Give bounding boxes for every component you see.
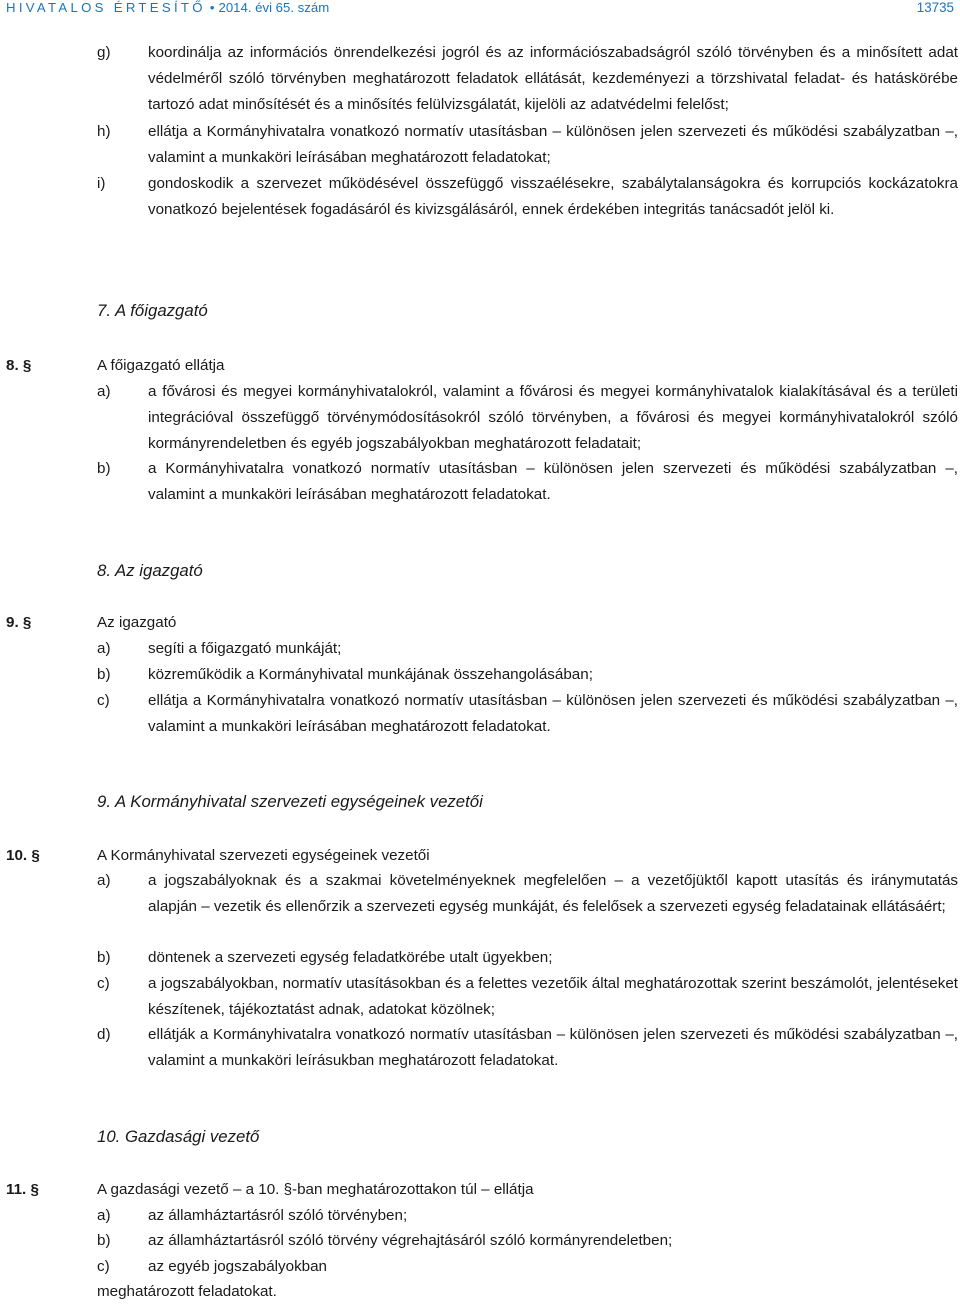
item-label: c) [97,692,110,709]
issue-label: 2014. évi 65. szám [218,0,330,15]
item-text: ellátja a Kormányhivatalra vonatkozó normatív utasításban – különösen jelen szervezeti és működési szabályzatban –, valamint a munkaköri leírásában meghatározott feladatokat; [148,123,958,166]
item-text: a jogszabályokban, normatív utasításokban és a felettes vezetőik által meghatározottak szerint beszámolót, jelentéseket készítenek, tájékoztatást adnak, adatokat közölnek; [148,975,958,1018]
item-text: döntenek a szervezeti egység feladatkörébe utalt ügyekben; [148,949,553,966]
paragraph-number: 11. § [6,1181,39,1198]
paragraph-intro: A gazdasági vezető – a 10. §-ban meghatározottakon túl – ellátja [97,1181,534,1198]
section-title: 8. Az igazgató [97,561,203,580]
item-label: b) [97,949,111,966]
running-header [6,0,329,15]
item-label: d) [97,1026,111,1043]
paragraph-number: 8. § [6,357,32,374]
journal-title: HIVATALOS ÉRTESÍTŐ [6,0,206,15]
item-text: az államháztartásról szóló törvény végrehajtásáról szóló kormányrendeletben; [148,1232,673,1249]
item-text: ellátják a Kormányhivatalra vonatkozó normatív utasításban – különösen jelen szervezeti és működési szabályzatban –, valamint a munkaköri leírásukban meghatározott feladatokat. [148,1026,958,1069]
item-text: koordinálja az információs önrendelkezési jogról és az információszabadságról szóló törvényben és a minősített adat védelméről szóló törvényben meghatározott feladatok ellátását, kezdeményezi a törzshivatal feladat- és hatáskörébe tartozó adat minősítését és a minősítés felülvizsgálatát, kijelöli az adatvédelmi felelőst; [148,44,958,113]
item-label: g) [97,44,111,61]
paragraph-intro: A főigazgató ellátja [97,357,225,374]
item-label: a) [97,640,111,657]
header-bullet: • [209,0,215,15]
item-text: a Kormányhivatalra vonatkozó normatív utasításban – különösen jelen szervezeti és működési szabályzatban –, valamint a munkaköri leírásában meghatározott feladatokat. [148,460,958,503]
section-title: 10. Gazdasági vezető [97,1127,260,1146]
paragraph-intro: Az igazgató [97,614,177,631]
item-label: c) [97,1258,110,1275]
item-label: a) [97,383,111,400]
item-label: h) [97,123,111,140]
closing-text: meghatározott feladatokat. [97,1283,277,1300]
item-label: b) [97,460,111,477]
paragraph-number: 9. § [6,614,32,631]
section-title: 7. A főigazgató [97,301,208,320]
item-text: az egyéb jogszabályokban [148,1258,328,1275]
item-label: i) [97,175,106,192]
section-title: 9. A Kormányhivatal szervezeti egységeinek vezetői [97,792,483,811]
item-label: b) [97,1232,111,1249]
page-number: 13735 [916,0,954,15]
item-label: a) [97,872,111,889]
paragraph-intro: A Kormányhivatal szervezeti egységeinek vezetői [97,847,430,864]
item-text: a jogszabályoknak és a szakmai követelményeknek megfelelően – a vezetőjüktől kapott utasítás és iránymutatás alapján – vezetik és ellenőrzik a szervezeti egység munkáját, és felelősek a szervezeti egység feladatainak ellátásáért; [148,872,958,915]
item-text: gondoskodik a szervezet működésével összefüggő visszaélésekre, szabálytalanságokra és korrupciós kockázatokra vonatkozó bejelentések fogadásáról és kivizsgálásáról, ennek érdekében integritás tanácsadót jelöl ki. [148,175,958,218]
item-label: b) [97,666,111,683]
item-text: ellátja a Kormányhivatalra vonatkozó normatív utasításban – különösen jelen szervezeti és működési szabályzatban –, valamint a munkaköri leírásában meghatározott feladatokat. [148,692,958,735]
item-label: a) [97,1207,111,1224]
item-label: c) [97,975,110,992]
item-text: a fővárosi és megyei kormányhivatalokról, valamint a fővárosi és megyei kormányhivatalok kialakításával és a területi integrációval összefüggő törvénymódosításokról szóló törvényben, a fővárosi és megyei kormányhivatalokról szóló kormányrendeletben és egyéb jogszabályokban meghatározott feladatait; [148,383,958,452]
item-text: az államháztartásról szóló törvényben; [148,1207,408,1224]
item-text: közreműködik a Kormányhivatal munkájának összehangolásában; [148,666,593,683]
item-text: segíti a főigazgató munkáját; [148,640,342,657]
paragraph-number: 10. § [6,847,40,864]
